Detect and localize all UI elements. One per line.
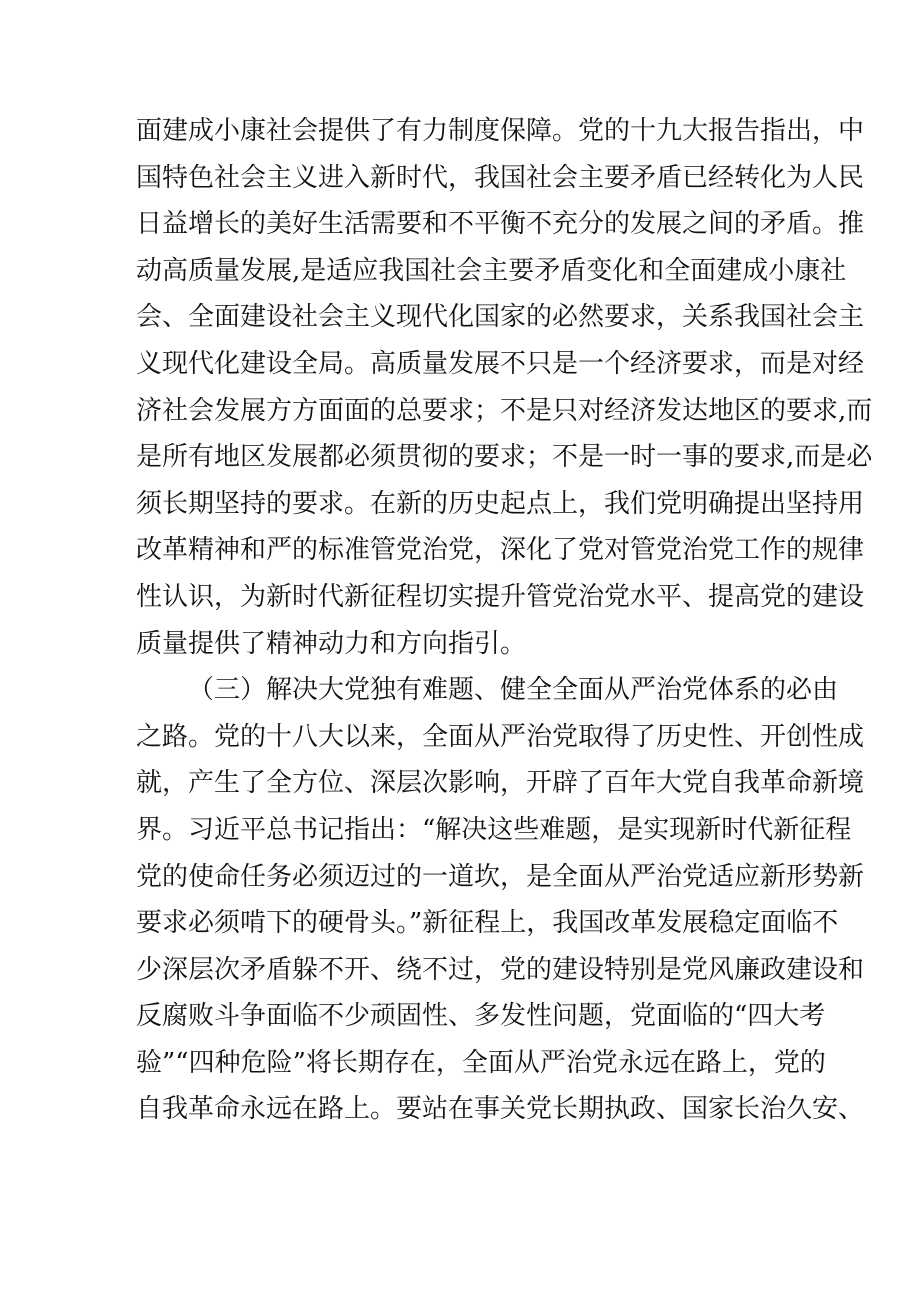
text-line: 就，产生了全方位、深层次影响，开辟了百年大党自我革命新境: [136, 768, 865, 799]
text-line: 动高质量发展,是适应我国社会主要矛盾变化和全面建成小康社: [136, 255, 847, 286]
text-line: 义现代化建设全局。高质量发展不只是一个经济要求，而是对经: [136, 348, 865, 379]
text-line: 国特色社会主义进入新时代，我国社会主要矛盾已经转化为人民: [136, 162, 865, 193]
text-line: 性认识，为新时代新征程切实提升管党治党水平、提高党的建设: [136, 581, 865, 612]
text-line: 面建成小康社会提供了有力制度保障。党的十九大报告指出，中: [136, 116, 865, 146]
paragraph-end-line: 质量提供了精神动力和方向指引。: [136, 628, 527, 659]
text-line: 须长期坚持的要求。在新的历史起点上，我们党明确提出坚持用: [136, 488, 865, 519]
text-line: 之路。党的十八大以来，全面从严治党取得了历史性、开创性成: [136, 721, 865, 752]
section-heading-line: （三）解决大党独有难题、健全全面从严治党体系的必由: [188, 675, 839, 706]
text-line: 要求必须啃下的硬骨头。”新征程上，我国改革发展稳定面临不: [136, 908, 839, 939]
text-line: 党的使命任务必须迈过的一道坎，是全面从严治党适应新形势新: [136, 861, 865, 892]
text-line: 少深层次矛盾躲不开、绕不过，党的建设特别是党风廉政建设和: [136, 954, 865, 985]
text-line: 日益增长的美好生活需要和不平衡不充分的发展之间的矛盾。推: [136, 209, 865, 240]
text-line: 界。习近平总书记指出：“解决这些难题，是实现新时代新征程: [136, 814, 852, 845]
text-line: 反腐败斗争面临不少顽固性、多发性问题，党面临的“四大考: [136, 1001, 826, 1032]
text-line: 会、全面建设社会主义现代化国家的必然要求，关系我国社会主: [136, 302, 865, 333]
text-line: 自我革命永远在路上。要站在事关党长期执政、国家长治久安、: [136, 1094, 865, 1125]
text-line: 济社会发展方方面面的总要求；不是只对经济发达地区的要求,而: [136, 395, 873, 426]
text-line: 改革精神和严的标准管党治党，深化了党对管党治党工作的规律: [136, 535, 865, 566]
text-line: 是所有地区发展都必须贯彻的要求；不是一时一事的要求,而是必: [136, 442, 873, 473]
text-line: 验”“四种危险”将长期存在，全面从严治党永远在路上，党的: [136, 1047, 826, 1078]
body-text: [136, 108, 873, 1133]
